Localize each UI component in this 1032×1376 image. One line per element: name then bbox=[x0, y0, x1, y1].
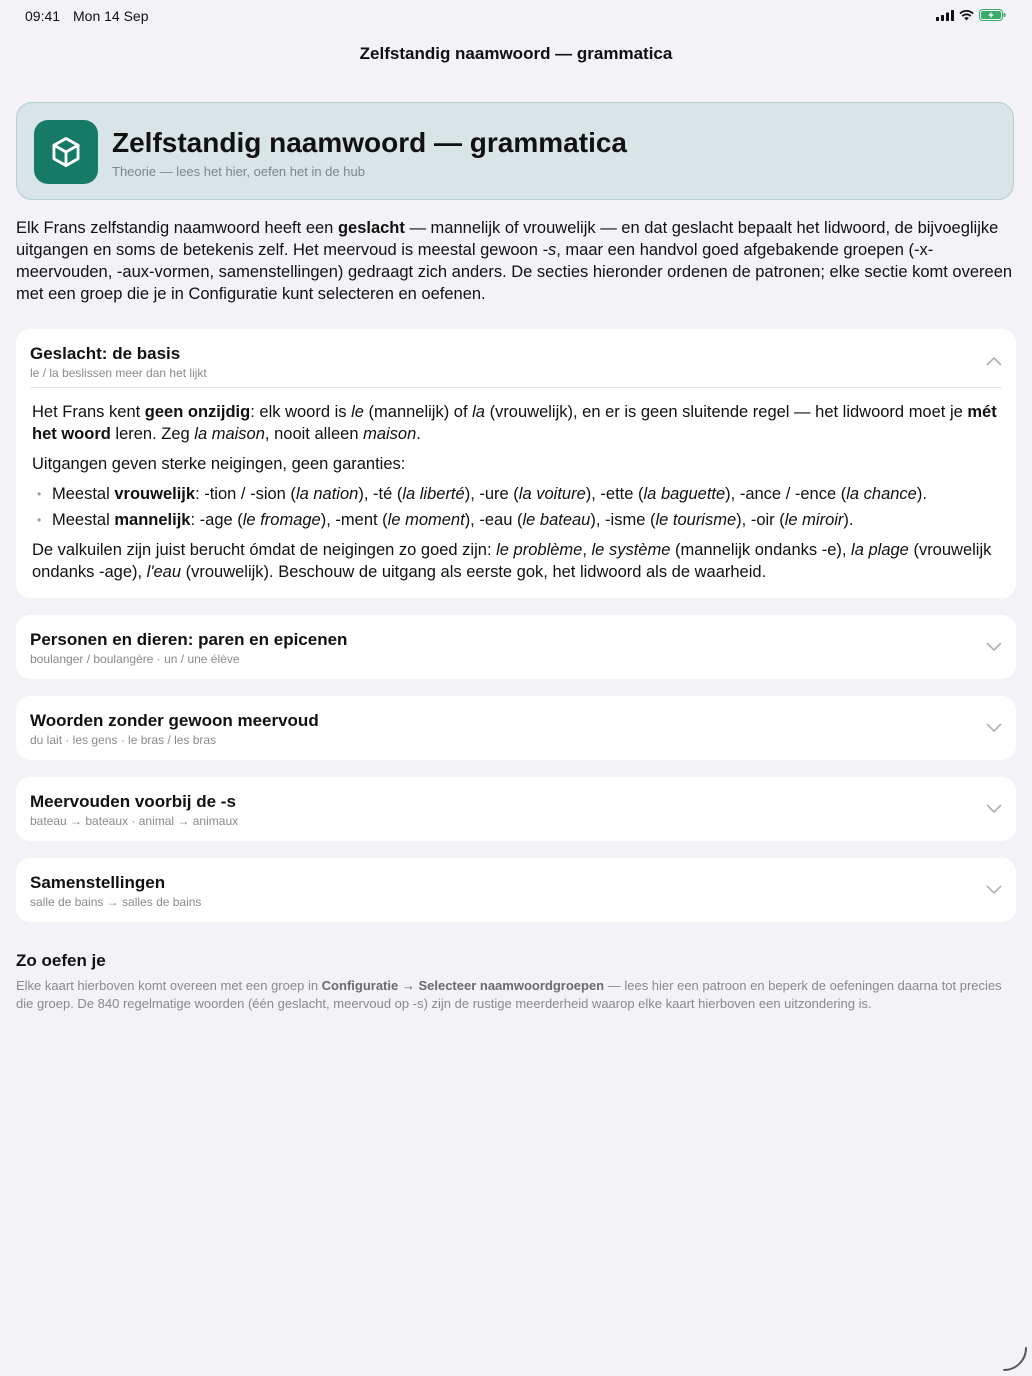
intro-paragraph: Elk Frans zelfstandig naamwoord heeft een geslacht — mannelijk of vrouwelijk — en dat geslacht bepaalt het lidwoord, de bijvoeglijke uitgangen en soms de betekenis zelf. Het meervoud is meestal gewoon -s, maar een handvol goed afgebakende groepen (-x-meervouden, -aux-vormen, samenstellingen) gedraagt zich anders. De secties hieronder ordenen de patronen; elke sectie komt overeen met een groep die je in Configuratie kunt selecteren en oefenen. bbox=[16, 219, 1013, 303]
status-date: Mon 14 Sep bbox=[73, 8, 149, 24]
section-card-meervouden-s[interactable] bbox=[16, 777, 1016, 841]
cube-icon bbox=[34, 120, 98, 184]
chevron-down-icon[interactable] bbox=[986, 885, 1002, 895]
howto-heading: Zo oefen je bbox=[16, 951, 106, 970]
section-card-meervoud[interactable] bbox=[16, 696, 1016, 760]
section-title[interactable]: Meervouden voorbij de -s bbox=[30, 792, 236, 811]
list-item: • Meestal mannelijk: -age (le fromage), -ment (le moment), -eau (le bateau), -isme (le tourisme), -oir (le miroir). bbox=[52, 509, 1000, 531]
section-title[interactable]: Geslacht: de basis bbox=[30, 344, 181, 363]
page-title: Zelfstandig naamwoord — grammatica bbox=[112, 127, 627, 158]
section-card-samenstellingen[interactable] bbox=[16, 858, 1016, 922]
section-card-geslacht bbox=[16, 329, 1016, 598]
list-item: • Meestal vrouwelijk: -tion / -sion (la nation), -té (la liberté), -ure (la voiture), -ette (la baguette), -ance / -ence (la chance). bbox=[52, 483, 1000, 505]
chevron-down-icon[interactable] bbox=[986, 642, 1002, 652]
hero-card bbox=[16, 102, 1014, 200]
section-body bbox=[32, 401, 1000, 591]
status-icons bbox=[936, 9, 1006, 21]
section-card-personen[interactable] bbox=[16, 615, 1016, 679]
section-subtitle: bateau → bateaux · animal → animaux bbox=[30, 814, 239, 828]
body-paragraph: Uitgangen geven sterke neigingen, geen garanties: bbox=[32, 455, 406, 473]
section-title[interactable]: Woorden zonder gewoon meervoud bbox=[30, 711, 319, 730]
status-bar bbox=[0, 0, 1032, 32]
page-subtitle: Theorie — lees het hier, oefen het in de hub bbox=[112, 164, 365, 179]
body-paragraph: Het Frans kent geen onzijdig: elk woord is le (mannelijk) of la (vrouwelijk), en er is geen sluitende regel — het lidwoord moet je mét het woord leren. Zeg la maison, nooit alleen maison. bbox=[32, 403, 997, 443]
chevron-up-icon[interactable] bbox=[986, 356, 1002, 366]
section-divider bbox=[30, 387, 1002, 388]
status-time: 09:41 bbox=[25, 8, 61, 24]
section-subtitle: du lait · les gens · le bras / les bras bbox=[30, 733, 217, 747]
section-subtitle: boulanger / boulangère · un / une élève bbox=[30, 652, 240, 666]
nav-title: Zelfstandig naamwoord — grammatica bbox=[359, 44, 673, 63]
battery-charging-icon bbox=[979, 9, 1006, 21]
chevron-down-icon[interactable] bbox=[986, 723, 1002, 733]
chevron-down-icon[interactable] bbox=[986, 804, 1002, 814]
resize-handle-icon bbox=[1002, 1346, 1028, 1372]
body-paragraph: De valkuilen zijn juist berucht ómdat de neigingen zo goed zijn: le problème, le système (mannelijk ondanks -e), la plage (vrouwelijk ondanks -age), l'eau (vrouwelijk). Beschouw de uitgang als eerste gok, het lidwoord als de waarheid. bbox=[32, 541, 992, 581]
section-title[interactable]: Personen en dieren: paren en epicenen bbox=[30, 630, 348, 649]
wifi-icon bbox=[959, 10, 974, 21]
cellular-signal-icon bbox=[936, 10, 954, 21]
section-subtitle: le / la beslissen meer dan het lijkt bbox=[30, 366, 207, 380]
section-subtitle: salle de bains → salles de bains bbox=[30, 895, 202, 909]
section-title[interactable]: Samenstellingen bbox=[30, 873, 166, 892]
howto-text: Elke kaart hierboven komt overeen met een groep in Configuratie → Selecteer naamwoordgroepen — lees hier een patroon en beperk de oefeningen daarna tot precies die groep. De 840 regelmatige woorden (één geslacht, meervoud op -s) zijn de rustige meerderheid waarop elke kaart hierboven een uitzondering is. bbox=[16, 978, 1002, 1011]
ending-list bbox=[32, 483, 1000, 531]
